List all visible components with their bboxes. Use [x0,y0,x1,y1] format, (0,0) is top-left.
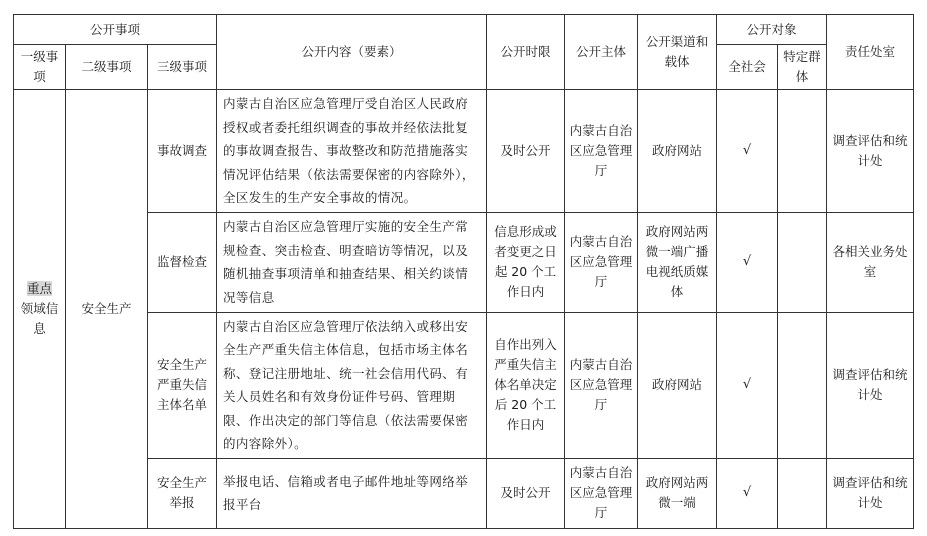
level3-cell: 安全生产举报 [148,458,217,528]
time-limit-cell: 信息形成或者变更之日起 20 个工作日内 [487,212,565,312]
specific-group-cell [778,458,827,528]
channel-cell: 政府网站 [638,312,717,458]
subject-cell: 内蒙古自治区应急管理厅 [565,312,638,458]
whole-society-check: √ [717,458,778,528]
header-level2: 二级事项 [66,45,148,90]
table-row [14,90,914,213]
channel-cell: 政府网站两微一端广播电视纸质媒体 [638,212,717,312]
subject-cell: 内蒙古自治区应急管理厅 [565,458,638,528]
header-subject: 公开主体 [565,15,638,90]
subject-cell: 内蒙古自治区应急管理厅 [565,212,638,312]
content-cell: 内蒙古自治区应急管理厅实施的安全生产常规检查、突击检查、明查暗访等情况，以及随机抽查事项清单和抽查结果、相关约谈情况等信息 [217,212,487,312]
level3-cell: 事故调查 [148,90,217,213]
time-limit-cell: 及时公开 [487,458,565,528]
level2-cell: 安全生产 [66,90,148,529]
level3-cell: 监督检查 [148,212,217,312]
whole-society-check: √ [717,90,778,213]
department-cell: 各相关业务处室 [827,212,914,312]
content-cell: 举报电话、信箱或者电子邮件地址等网络举报平台 [217,458,487,528]
department-cell: 调查评估和统计处 [827,312,914,458]
specific-group-cell [778,312,827,458]
table-row [14,312,914,458]
table-row [14,458,914,528]
channel-cell: 政府网站两微一端 [638,458,717,528]
department-cell: 调查评估和统计处 [827,90,914,213]
level3-cell: 安全生产严重失信主体名单 [148,312,217,458]
content-cell: 内蒙古自治区应急管理厅依法纳入或移出安全生产严重失信主体信息，包括市场主体名称、登记注册地址、统一社会信用代码、有关人员姓名和有效身份证件号码、管理期限、作出决定的部门等信息（依法需要保密的内容除外）。 [217,312,487,458]
channel-cell: 政府网站 [638,90,717,213]
table-row [14,212,914,312]
header-time-limit: 公开时限 [487,15,565,90]
specific-group-cell [778,212,827,312]
header-audience: 公开对象 [717,15,827,45]
time-limit-cell: 及时公开 [487,90,565,213]
whole-society-check: √ [717,312,778,458]
header-public-items: 公开事项 [14,15,217,45]
department-cell: 调查评估和统计处 [827,458,914,528]
header-level3: 三级事项 [148,45,217,90]
disclosure-table [13,14,914,529]
specific-group-cell [778,90,827,213]
header-whole-society: 全社会 [717,45,778,90]
header-level1: 一级事项 [14,45,66,90]
content-cell: 内蒙古自治区应急管理厅受自治区人民政府授权或者委托组织调查的事故并经依法批复的事故调查报告、事故整改和防范措施落实情况评估结果（依法需要保密的内容除外），全区发生的生产安全事故的情况。 [217,90,487,213]
whole-society-check: √ [717,212,778,312]
header-content: 公开内容（要素） [217,15,487,90]
subject-cell: 内蒙古自治区应急管理厅 [565,90,638,213]
header-specific-group: 特定群体 [778,45,827,90]
level1-cell [14,90,66,529]
level1-rest: 领域信息 [20,300,59,336]
level1-highlight: 重点 [26,280,52,296]
time-limit-cell: 自作出列入严重失信主体名单决定后 20 个工作日内 [487,312,565,458]
header-department: 责任处室 [827,15,914,90]
header-channel: 公开渠道和载体 [638,15,717,90]
